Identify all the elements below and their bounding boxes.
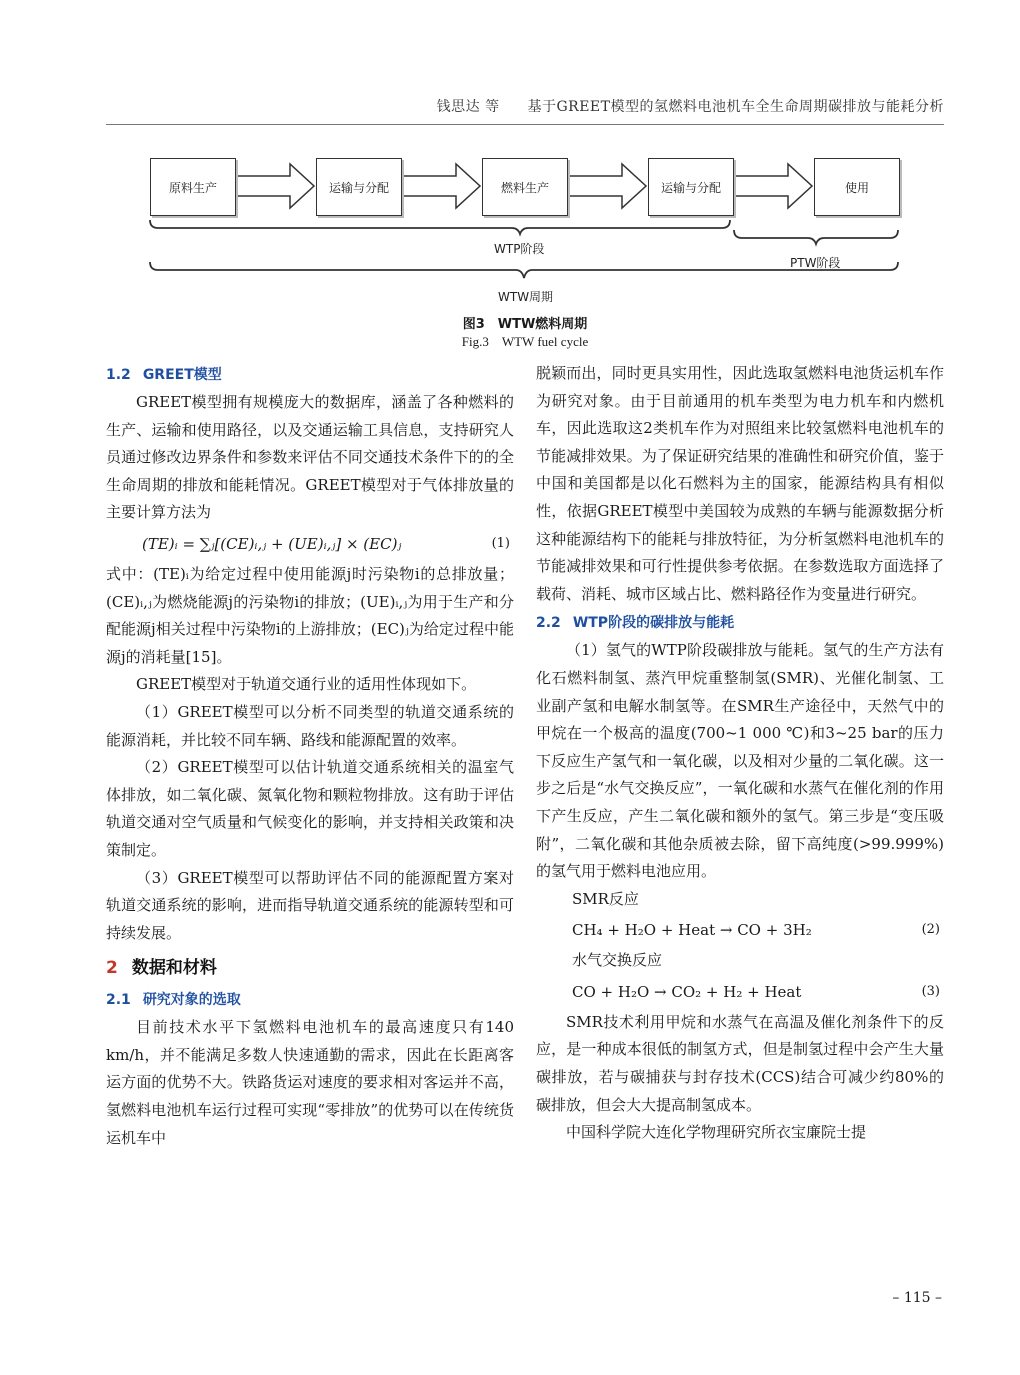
box-transport-distribution-2: 运输与分配	[648, 158, 734, 216]
box-fuel-production: 燃料生产	[482, 158, 568, 216]
figure-caption-en: Fig.3 WTW fuel cycle	[461, 334, 589, 349]
paragraph: （2）GREET模型可以估计轨道交通系统相关的温室气体排放，如二氧化碳、氮氧化物和颗粒物排放。这有助于评估轨道交通对空气质量和气候变化的影响，并支持相关政策和决策制定。	[106, 758, 514, 859]
paragraph: （1）GREET模型可以分析不同类型的轨道交通系统的能源消耗，并比较不同车辆、路线和能源配置的效率。	[106, 702, 514, 749]
section-heading-2-1: 2.1 研究对象的选取	[106, 992, 241, 1009]
box-use: 使用	[814, 158, 900, 216]
section-heading-2-2: 2.2 WTP阶段的碳排放与能耗	[536, 615, 735, 632]
left-column	[106, 360, 514, 1152]
ptw-bracket	[734, 230, 898, 244]
smr-reaction-label: SMR反应	[572, 889, 639, 908]
wtw-fuel-cycle-figure	[140, 150, 910, 310]
arrow-3	[568, 164, 646, 208]
paragraph: SMR技术利用甲烷和水蒸气在高温及催化剂条件下的反应，是一种成本很低的制氢方式，但是制氢过程中会产生大量碳排放，若与碳捕获与封存技术(CCS)结合可减少约80%的碳排放，但会大大提高制氢成本。	[536, 1012, 944, 1114]
wtw-label: WTW周期	[498, 290, 554, 304]
page-number: – 115 –	[892, 1290, 942, 1306]
arrow-1	[236, 164, 314, 208]
wtw-bracket	[150, 262, 898, 278]
wtp-label: WTP阶段	[494, 242, 545, 256]
running-header	[106, 96, 944, 116]
equation-3: CO + H₂O → CO₂ + H₂ + Heat (3)	[572, 982, 940, 1001]
box-raw-material-production: 原料生产	[150, 158, 236, 216]
water-gas-shift-label: 水气交换反应	[572, 951, 663, 970]
paragraph: GREET模型对于轨道交通行业的适用性体现如下。	[136, 675, 477, 694]
header-authors: 钱思达 等	[436, 99, 500, 115]
paragraph: GREET模型拥有规模庞大的数据库，涵盖了各种燃料的生产、运输和使用路径，以及交通运输工具信息，支持研究人员通过修改边界条件和参数来评估不同交通技术条件下的的全生命周期的排放和能耗情况。GREET模型对于气体排放量的主要计算方法为	[106, 393, 514, 522]
section-heading-2: 2 数据和材料	[106, 958, 217, 979]
section-heading-1-2: 1.2 GREET模型	[106, 367, 222, 383]
equation-1: (TE)ᵢ = ∑ⱼ[(CE)ᵢ,ⱼ + (UE)ᵢ,ⱼ] × (EC)ⱼ (1)	[142, 534, 510, 553]
equation-2: CH₄ + H₂O + Heat → CO + 3H₂ (2)	[572, 921, 940, 940]
arrow-4	[734, 164, 812, 208]
paragraph: 脱颖而出，同时更具实用性，因此选取氢燃料电池货运机车作为研究对象。由于目前通用的机车类型为电力机车和内燃机车，因此选取这2类机车作为对照组来比较氢燃料电池机车的节能减排效果。为了保证研究结果的准确性和研究价值，鉴于中国和美国都是以化石燃料为主的国家，能源结构具有相似性，依据GREET模型中美国较为成熟的车辆与能源数据分析这种能源结构下的能耗与排放特征，为分析氢燃料电池机车的节能减排效果和可行性提供参考依据。在参数选取方面选择了载荷、消耗、城市区域占比、燃料路径作为变量进行研究。	[536, 364, 944, 603]
box-transport-distribution-1: 运输与分配	[316, 158, 402, 216]
paragraph: 目前技术水平下氢燃料电池机车的最高速度只有140 km/h，并不能满足多数人快速通勤的需求，因此在长距离客运方面的优势不大。铁路货运对速度的要求相对客运并不高，氢燃料电池机车运行过程可实现“零排放”的优势可以在传统货运机车中	[106, 1018, 514, 1147]
header-rule	[106, 124, 944, 125]
wtp-bracket	[150, 220, 730, 234]
paragraph: （1）氢气的WTP阶段碳排放与能耗。氢气的生产方法有化石燃料制氢、蒸汽甲烷重整制氢(SMR)、光催化制氢、工业副产氢和电解水制氢等。在SMR生产途径中，天然气中的甲烷在一个极高的温度(700~1 000 ℃)和3~25 bar的压力下反应生产氢气和一氧化碳，以及相对少量的二氧化碳。这一步之后是“水气交换反应”，一氧化碳和水蒸气在催化剂的作用下产生反应，产生二氧化碳和额外的氢气。第三步是“变压吸附”，二氧化碳和其他杂质被去除，留下高纯度(>99.999%)的氢气用于燃料电池应用。	[536, 641, 944, 881]
paragraph: （3）GREET模型可以帮助评估不同的能源配置方案对轨道交通系统的影响，进而指导轨道交通系统的能源转型和可持续发展。	[106, 868, 514, 942]
arrow-2	[402, 164, 480, 208]
paragraph: 中国科学院大连化学物理研究所衣宝廉院士提	[566, 1123, 867, 1142]
figure-caption-cn: 图3 WTW燃料周期	[462, 317, 588, 332]
header-title: 基于GREET模型的氢燃料电池机车全生命周期碳排放与能耗分析	[527, 99, 944, 115]
right-column	[536, 360, 944, 1147]
paragraph: 式中：(TE)ᵢ为给定过程中使用能源j时污染物i的总排放量；(CE)ᵢ,ⱼ为燃烧能源j的污染物i的排放；(UE)ᵢ,ⱼ为用于生产和分配能源j相关过程中污染物i的上游排放；(EC)ⱼ为给定过程中能源j的消耗量[15]。	[106, 564, 514, 666]
ptw-label: PTW阶段	[790, 256, 841, 270]
